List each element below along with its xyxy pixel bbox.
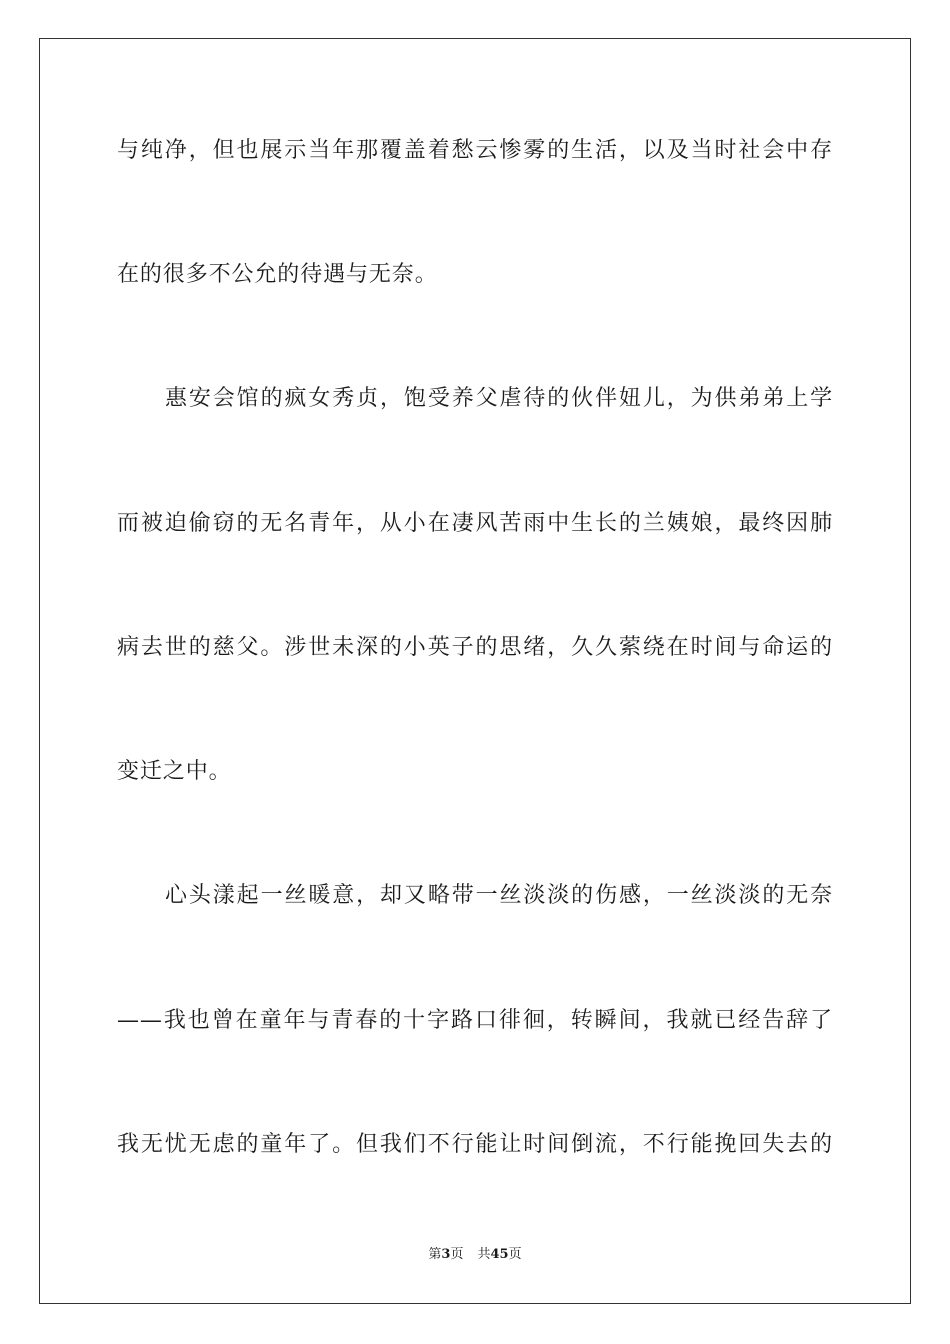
paragraph-2-line-2: 而被迫偷窃的无名青年，从小在凄风苦雨中生长的兰姨娘，最终因肺 bbox=[117, 511, 833, 536]
total-suffix: 页 bbox=[508, 1247, 522, 1262]
total-pages: 45 bbox=[490, 1247, 509, 1262]
paragraph-3-line-2: ——我也曾在童年与青春的十字路口徘徊，转瞬间，我就已经告辞了 bbox=[117, 1008, 833, 1033]
page-prefix: 第 bbox=[428, 1247, 442, 1262]
page-suffix: 页 bbox=[450, 1247, 464, 1262]
paragraph-2-line-1: 惠安会馆的疯女秀贞，饱受养父虐待的伙伴妞儿，为供弟弟上学 bbox=[165, 386, 833, 411]
paragraph-3-line-1: 心头漾起一丝暖意，却又略带一丝淡淡的伤感，一丝淡淡的无奈 bbox=[165, 883, 833, 908]
page-number: 3 bbox=[441, 1247, 451, 1262]
paragraph-2-line-4: 变迁之中。 bbox=[117, 759, 232, 784]
paragraph-1-line-1: 与纯净，但也展示当年那覆盖着愁云惨雾的生活，以及当时社会中存 bbox=[117, 138, 833, 163]
page-footer bbox=[0, 1246, 950, 1264]
paragraph-1-line-2: 在的很多不公允的待遇与无奈。 bbox=[117, 262, 438, 287]
paragraph-2-line-3: 病去世的慈父。涉世未深的小英子的思绪，久久萦绕在时间与命运的 bbox=[117, 635, 833, 660]
paragraph-3-line-3: 我无忧无虑的童年了。但我们不行能让时间倒流，不行能挽回失去的 bbox=[117, 1132, 833, 1157]
total-prefix: 共 bbox=[477, 1247, 491, 1262]
page-frame bbox=[39, 38, 911, 1304]
